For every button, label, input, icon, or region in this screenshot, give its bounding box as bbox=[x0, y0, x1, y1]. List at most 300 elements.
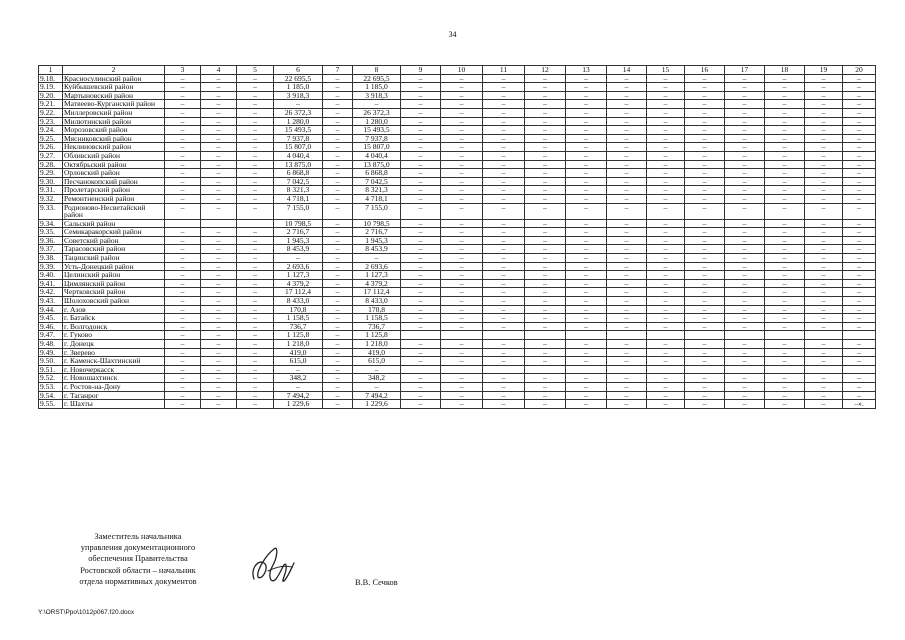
value-cell: – bbox=[566, 348, 607, 357]
value-cell: – bbox=[647, 322, 685, 331]
value-cell: – bbox=[401, 91, 441, 100]
value-cell: – bbox=[237, 374, 274, 383]
value-cell: – bbox=[441, 126, 483, 135]
value-cell: – bbox=[525, 391, 566, 400]
value-cell: – bbox=[237, 254, 274, 263]
column-number: 15 bbox=[647, 66, 685, 75]
value-cell: – bbox=[441, 151, 483, 160]
value-cell: – bbox=[765, 186, 805, 195]
value-cell: – bbox=[843, 186, 876, 195]
value-cell: – bbox=[323, 322, 353, 331]
table-row bbox=[39, 143, 876, 152]
value-cell: – bbox=[165, 297, 201, 306]
table-row bbox=[39, 279, 876, 288]
row-number: 9.19. bbox=[39, 83, 63, 92]
value-cell: 1 280,0 bbox=[353, 117, 401, 126]
value-cell bbox=[647, 331, 685, 340]
value-cell: – bbox=[483, 134, 525, 143]
value-cell: – bbox=[483, 83, 525, 92]
value-cell: – bbox=[607, 254, 647, 263]
value-cell: – bbox=[765, 305, 805, 314]
value-cell: – bbox=[805, 305, 843, 314]
value-cell: – bbox=[525, 134, 566, 143]
value-cell: – bbox=[725, 228, 765, 237]
value-cell: – bbox=[843, 194, 876, 203]
value-cell: 1 158,5 bbox=[274, 314, 323, 323]
value-cell: – bbox=[401, 271, 441, 280]
value-cell: – bbox=[441, 288, 483, 297]
value-cell: – bbox=[566, 382, 607, 391]
table-row bbox=[39, 83, 876, 92]
value-cell: – bbox=[401, 391, 441, 400]
value-cell: – bbox=[323, 126, 353, 135]
value-cell: – bbox=[843, 117, 876, 126]
value-cell: – bbox=[165, 83, 201, 92]
value-cell: – bbox=[685, 262, 725, 271]
value-cell: – bbox=[353, 382, 401, 391]
value-cell: – bbox=[237, 169, 274, 178]
district-name: Тарасовский район bbox=[63, 245, 165, 254]
value-cell: – bbox=[647, 357, 685, 366]
value-cell: – bbox=[525, 236, 566, 245]
value-cell: – bbox=[843, 262, 876, 271]
district-name: Семикаракорский район bbox=[63, 228, 165, 237]
value-cell: – bbox=[843, 297, 876, 306]
value-cell: – bbox=[525, 314, 566, 323]
district-name: Мясниковский район bbox=[63, 134, 165, 143]
value-cell bbox=[805, 365, 843, 374]
row-number: 9.36. bbox=[39, 236, 63, 245]
value-cell: – bbox=[237, 271, 274, 280]
value-cell: – bbox=[201, 143, 237, 152]
value-cell: – bbox=[607, 322, 647, 331]
value-cell: – bbox=[647, 108, 685, 117]
district-name: Куйбышевский район bbox=[63, 83, 165, 92]
value-cell: – bbox=[843, 340, 876, 349]
value-cell: – bbox=[525, 305, 566, 314]
value-cell: – bbox=[401, 374, 441, 383]
district-name: Мартыновский район bbox=[63, 91, 165, 100]
value-cell: – bbox=[607, 160, 647, 169]
value-cell: – bbox=[323, 262, 353, 271]
column-number: 8 bbox=[353, 66, 401, 75]
value-cell: – bbox=[805, 186, 843, 195]
value-cell: – bbox=[353, 100, 401, 109]
value-cell: – bbox=[566, 151, 607, 160]
row-number: 9.38. bbox=[39, 254, 63, 263]
value-cell: – bbox=[441, 262, 483, 271]
value-cell: – bbox=[566, 160, 607, 169]
value-cell: – bbox=[805, 340, 843, 349]
signatory-position-line: Заместитель начальника bbox=[94, 532, 182, 541]
value-cell: – bbox=[441, 134, 483, 143]
value-cell: –». bbox=[843, 400, 876, 409]
value-cell: – bbox=[401, 108, 441, 117]
value-cell: – bbox=[685, 400, 725, 409]
table-row bbox=[39, 391, 876, 400]
value-cell: – bbox=[165, 134, 201, 143]
row-number: 9.24. bbox=[39, 126, 63, 135]
value-cell: – bbox=[566, 169, 607, 178]
value-cell: – bbox=[401, 117, 441, 126]
value-cell: – bbox=[765, 194, 805, 203]
value-cell: – bbox=[607, 74, 647, 83]
value-cell bbox=[647, 365, 685, 374]
value-cell bbox=[566, 331, 607, 340]
value-cell: – bbox=[525, 91, 566, 100]
value-cell: – bbox=[607, 203, 647, 219]
value-cell: – bbox=[765, 322, 805, 331]
value-cell: – bbox=[805, 194, 843, 203]
value-cell: – bbox=[647, 340, 685, 349]
value-cell: – bbox=[805, 400, 843, 409]
value-cell: – bbox=[201, 314, 237, 323]
value-cell: – bbox=[525, 374, 566, 383]
value-cell: – bbox=[725, 100, 765, 109]
value-cell: – bbox=[165, 117, 201, 126]
value-cell: 22 695,5 bbox=[353, 74, 401, 83]
value-cell: – bbox=[401, 314, 441, 323]
value-cell: – bbox=[647, 177, 685, 186]
value-cell: – bbox=[525, 279, 566, 288]
row-number: 9.44. bbox=[39, 305, 63, 314]
value-cell: – bbox=[237, 91, 274, 100]
column-number: 19 bbox=[805, 66, 843, 75]
value-cell: – bbox=[483, 279, 525, 288]
value-cell: – bbox=[441, 177, 483, 186]
value-cell: – bbox=[843, 271, 876, 280]
value-cell: 8 321,3 bbox=[274, 186, 323, 195]
row-number: 9.39. bbox=[39, 262, 63, 271]
table-row bbox=[39, 271, 876, 280]
value-cell: – bbox=[566, 297, 607, 306]
value-cell: – bbox=[685, 151, 725, 160]
value-cell: – bbox=[765, 203, 805, 219]
value-cell: – bbox=[201, 169, 237, 178]
row-number: 9.43. bbox=[39, 297, 63, 306]
value-cell: – bbox=[725, 382, 765, 391]
value-cell bbox=[725, 331, 765, 340]
column-number: 5 bbox=[237, 66, 274, 75]
value-cell: 1 158,5 bbox=[353, 314, 401, 323]
column-number: 6 bbox=[274, 66, 323, 75]
value-cell: – bbox=[805, 160, 843, 169]
value-cell: – bbox=[165, 100, 201, 109]
value-cell: – bbox=[566, 245, 607, 254]
value-cell: – bbox=[647, 203, 685, 219]
value-cell bbox=[201, 219, 237, 228]
value-cell: – bbox=[201, 400, 237, 409]
value-cell: – bbox=[805, 151, 843, 160]
value-cell bbox=[607, 365, 647, 374]
value-cell bbox=[566, 365, 607, 374]
value-cell: – bbox=[725, 108, 765, 117]
value-cell: – bbox=[566, 314, 607, 323]
value-cell: – bbox=[843, 91, 876, 100]
district-name: Матвеево-Курганский район bbox=[63, 100, 165, 109]
value-cell: – bbox=[483, 228, 525, 237]
district-name: Милютинский район bbox=[63, 117, 165, 126]
value-cell: 3 918,3 bbox=[353, 91, 401, 100]
value-cell: – bbox=[323, 117, 353, 126]
value-cell: – bbox=[805, 391, 843, 400]
table-row bbox=[39, 117, 876, 126]
value-cell: – bbox=[607, 305, 647, 314]
value-cell bbox=[401, 331, 441, 340]
value-cell: – bbox=[607, 194, 647, 203]
value-cell: 1 229,6 bbox=[274, 400, 323, 409]
value-cell: – bbox=[765, 126, 805, 135]
district-name: Сальский район bbox=[63, 219, 165, 228]
value-cell: – bbox=[483, 117, 525, 126]
value-cell: – bbox=[685, 134, 725, 143]
value-cell: – bbox=[525, 203, 566, 219]
value-cell: 7 042,5 bbox=[274, 177, 323, 186]
value-cell: – bbox=[607, 262, 647, 271]
value-cell: 1 127,3 bbox=[274, 271, 323, 280]
value-cell: – bbox=[725, 245, 765, 254]
value-cell: – bbox=[685, 219, 725, 228]
value-cell: – bbox=[525, 297, 566, 306]
value-cell: – bbox=[201, 357, 237, 366]
value-cell: – bbox=[765, 288, 805, 297]
value-cell: – bbox=[685, 254, 725, 263]
value-cell: – bbox=[805, 143, 843, 152]
value-cell: – bbox=[165, 254, 201, 263]
row-number: 9.51. bbox=[39, 365, 63, 374]
row-number: 9.22. bbox=[39, 108, 63, 117]
value-cell: – bbox=[765, 177, 805, 186]
value-cell: – bbox=[566, 143, 607, 152]
value-cell: – bbox=[725, 348, 765, 357]
value-cell: – bbox=[525, 288, 566, 297]
value-cell: – bbox=[237, 194, 274, 203]
value-cell: – bbox=[525, 322, 566, 331]
value-cell: – bbox=[685, 108, 725, 117]
value-cell: 17 112,4 bbox=[353, 288, 401, 297]
value-cell: – bbox=[323, 314, 353, 323]
value-cell: – bbox=[647, 288, 685, 297]
signatory-position-line: отдела нормативных документов bbox=[79, 576, 197, 586]
value-cell: – bbox=[401, 151, 441, 160]
row-number: 9.18. bbox=[39, 74, 63, 83]
value-cell: 8 321,3 bbox=[353, 186, 401, 195]
value-cell: – bbox=[401, 83, 441, 92]
table-row bbox=[39, 91, 876, 100]
value-cell: – bbox=[725, 254, 765, 263]
value-cell: – bbox=[805, 203, 843, 219]
value-cell: – bbox=[323, 279, 353, 288]
value-cell: – bbox=[805, 322, 843, 331]
value-cell: – bbox=[441, 186, 483, 195]
value-cell: – bbox=[441, 236, 483, 245]
value-cell: – bbox=[401, 382, 441, 391]
value-cell: – bbox=[566, 126, 607, 135]
value-cell: – bbox=[685, 117, 725, 126]
row-number: 9.31. bbox=[39, 186, 63, 195]
district-name: г. Батайск bbox=[63, 314, 165, 323]
value-cell: – bbox=[401, 305, 441, 314]
value-cell bbox=[843, 331, 876, 340]
value-cell: – bbox=[323, 219, 353, 228]
value-cell: – bbox=[237, 100, 274, 109]
value-cell: 1 945,3 bbox=[274, 236, 323, 245]
value-cell: – bbox=[725, 262, 765, 271]
district-name: Родионово-Несветайский район bbox=[63, 203, 165, 219]
value-cell: – bbox=[201, 160, 237, 169]
value-cell: – bbox=[685, 357, 725, 366]
value-cell: – bbox=[805, 108, 843, 117]
value-cell: – bbox=[323, 151, 353, 160]
value-cell: – bbox=[483, 186, 525, 195]
value-cell: – bbox=[607, 169, 647, 178]
table-row bbox=[39, 365, 876, 374]
value-cell: – bbox=[843, 314, 876, 323]
value-cell: – bbox=[607, 382, 647, 391]
value-cell: – bbox=[725, 160, 765, 169]
value-cell: – bbox=[201, 305, 237, 314]
value-cell: – bbox=[165, 374, 201, 383]
value-cell: – bbox=[401, 322, 441, 331]
value-cell: – bbox=[685, 288, 725, 297]
value-cell: – bbox=[607, 219, 647, 228]
value-cell: – bbox=[765, 254, 805, 263]
value-cell: – bbox=[566, 322, 607, 331]
value-cell: – bbox=[685, 382, 725, 391]
value-cell: – bbox=[647, 151, 685, 160]
value-cell: – bbox=[525, 74, 566, 83]
value-cell: – bbox=[237, 236, 274, 245]
value-cell: 26 372,3 bbox=[274, 108, 323, 117]
value-cell: – bbox=[165, 194, 201, 203]
value-cell: – bbox=[165, 382, 201, 391]
value-cell: – bbox=[765, 262, 805, 271]
value-cell: – bbox=[165, 340, 201, 349]
value-cell: – bbox=[805, 228, 843, 237]
table-row bbox=[39, 126, 876, 135]
value-cell: 22 695,5 bbox=[274, 74, 323, 83]
value-cell: – bbox=[323, 177, 353, 186]
column-number: 2 bbox=[63, 66, 165, 75]
value-cell: – bbox=[607, 297, 647, 306]
value-cell: – bbox=[685, 236, 725, 245]
value-cell bbox=[725, 365, 765, 374]
value-cell: 615,0 bbox=[274, 357, 323, 366]
value-cell: – bbox=[237, 143, 274, 152]
value-cell: – bbox=[685, 228, 725, 237]
value-cell: – bbox=[765, 391, 805, 400]
value-cell: – bbox=[685, 194, 725, 203]
value-cell: – bbox=[765, 100, 805, 109]
value-cell: – bbox=[725, 194, 765, 203]
value-cell: 736,7 bbox=[274, 322, 323, 331]
value-cell: – bbox=[165, 228, 201, 237]
value-cell bbox=[237, 219, 274, 228]
row-number: 9.27. bbox=[39, 151, 63, 160]
value-cell: – bbox=[401, 177, 441, 186]
value-cell: – bbox=[607, 126, 647, 135]
value-cell: 1 125,8 bbox=[274, 331, 323, 340]
value-cell: – bbox=[725, 236, 765, 245]
value-cell: 1 218,0 bbox=[274, 340, 323, 349]
value-cell: – bbox=[201, 331, 237, 340]
value-cell: – bbox=[201, 262, 237, 271]
district-name: г. Гуково bbox=[63, 331, 165, 340]
value-cell: – bbox=[765, 91, 805, 100]
row-number: 9.41. bbox=[39, 279, 63, 288]
district-name: Песчанокопский район bbox=[63, 177, 165, 186]
district-name: г. Азов bbox=[63, 305, 165, 314]
value-cell: – bbox=[725, 151, 765, 160]
value-cell: – bbox=[165, 348, 201, 357]
value-cell: – bbox=[843, 151, 876, 160]
value-cell: 3 918,3 bbox=[274, 91, 323, 100]
value-cell: – bbox=[323, 186, 353, 195]
row-number: 9.34. bbox=[39, 219, 63, 228]
value-cell: – bbox=[525, 83, 566, 92]
value-cell: – bbox=[525, 348, 566, 357]
value-cell: 1 218,0 bbox=[353, 340, 401, 349]
value-cell: – bbox=[525, 228, 566, 237]
value-cell: – bbox=[483, 108, 525, 117]
value-cell: – bbox=[401, 160, 441, 169]
value-cell: 10 798,5 bbox=[353, 219, 401, 228]
value-cell: – bbox=[805, 279, 843, 288]
table-row bbox=[39, 331, 876, 340]
table-row bbox=[39, 194, 876, 203]
value-cell: – bbox=[323, 228, 353, 237]
value-cell: – bbox=[483, 288, 525, 297]
value-cell: – bbox=[725, 83, 765, 92]
value-cell: – bbox=[323, 236, 353, 245]
value-cell: – bbox=[237, 203, 274, 219]
value-cell: – bbox=[765, 279, 805, 288]
row-number: 9.37. bbox=[39, 245, 63, 254]
value-cell: – bbox=[805, 297, 843, 306]
value-cell: – bbox=[647, 254, 685, 263]
value-cell: – bbox=[805, 219, 843, 228]
value-cell: – bbox=[566, 400, 607, 409]
value-cell: – bbox=[165, 391, 201, 400]
value-cell: – bbox=[843, 236, 876, 245]
table-row bbox=[39, 357, 876, 366]
value-cell: – bbox=[725, 340, 765, 349]
column-number: 10 bbox=[441, 66, 483, 75]
value-cell: – bbox=[323, 357, 353, 366]
value-cell: 4 040,4 bbox=[274, 151, 323, 160]
value-cell: 419,0 bbox=[353, 348, 401, 357]
value-cell: – bbox=[165, 279, 201, 288]
value-cell: – bbox=[566, 279, 607, 288]
value-cell: – bbox=[647, 305, 685, 314]
district-name: Октябрьский район bbox=[63, 160, 165, 169]
value-cell: – bbox=[685, 322, 725, 331]
value-cell: – bbox=[685, 348, 725, 357]
district-name: г. Зверево bbox=[63, 348, 165, 357]
value-cell: – bbox=[237, 228, 274, 237]
value-cell: – bbox=[237, 331, 274, 340]
value-cell: – bbox=[237, 365, 274, 374]
value-cell: – bbox=[566, 186, 607, 195]
table-row bbox=[39, 108, 876, 117]
value-cell: – bbox=[805, 236, 843, 245]
value-cell: – bbox=[483, 322, 525, 331]
district-name: Красносулинский район bbox=[63, 74, 165, 83]
value-cell bbox=[607, 331, 647, 340]
value-cell: – bbox=[165, 314, 201, 323]
value-cell: – bbox=[401, 254, 441, 263]
district-name: г. Ростов-на-Дону bbox=[63, 382, 165, 391]
